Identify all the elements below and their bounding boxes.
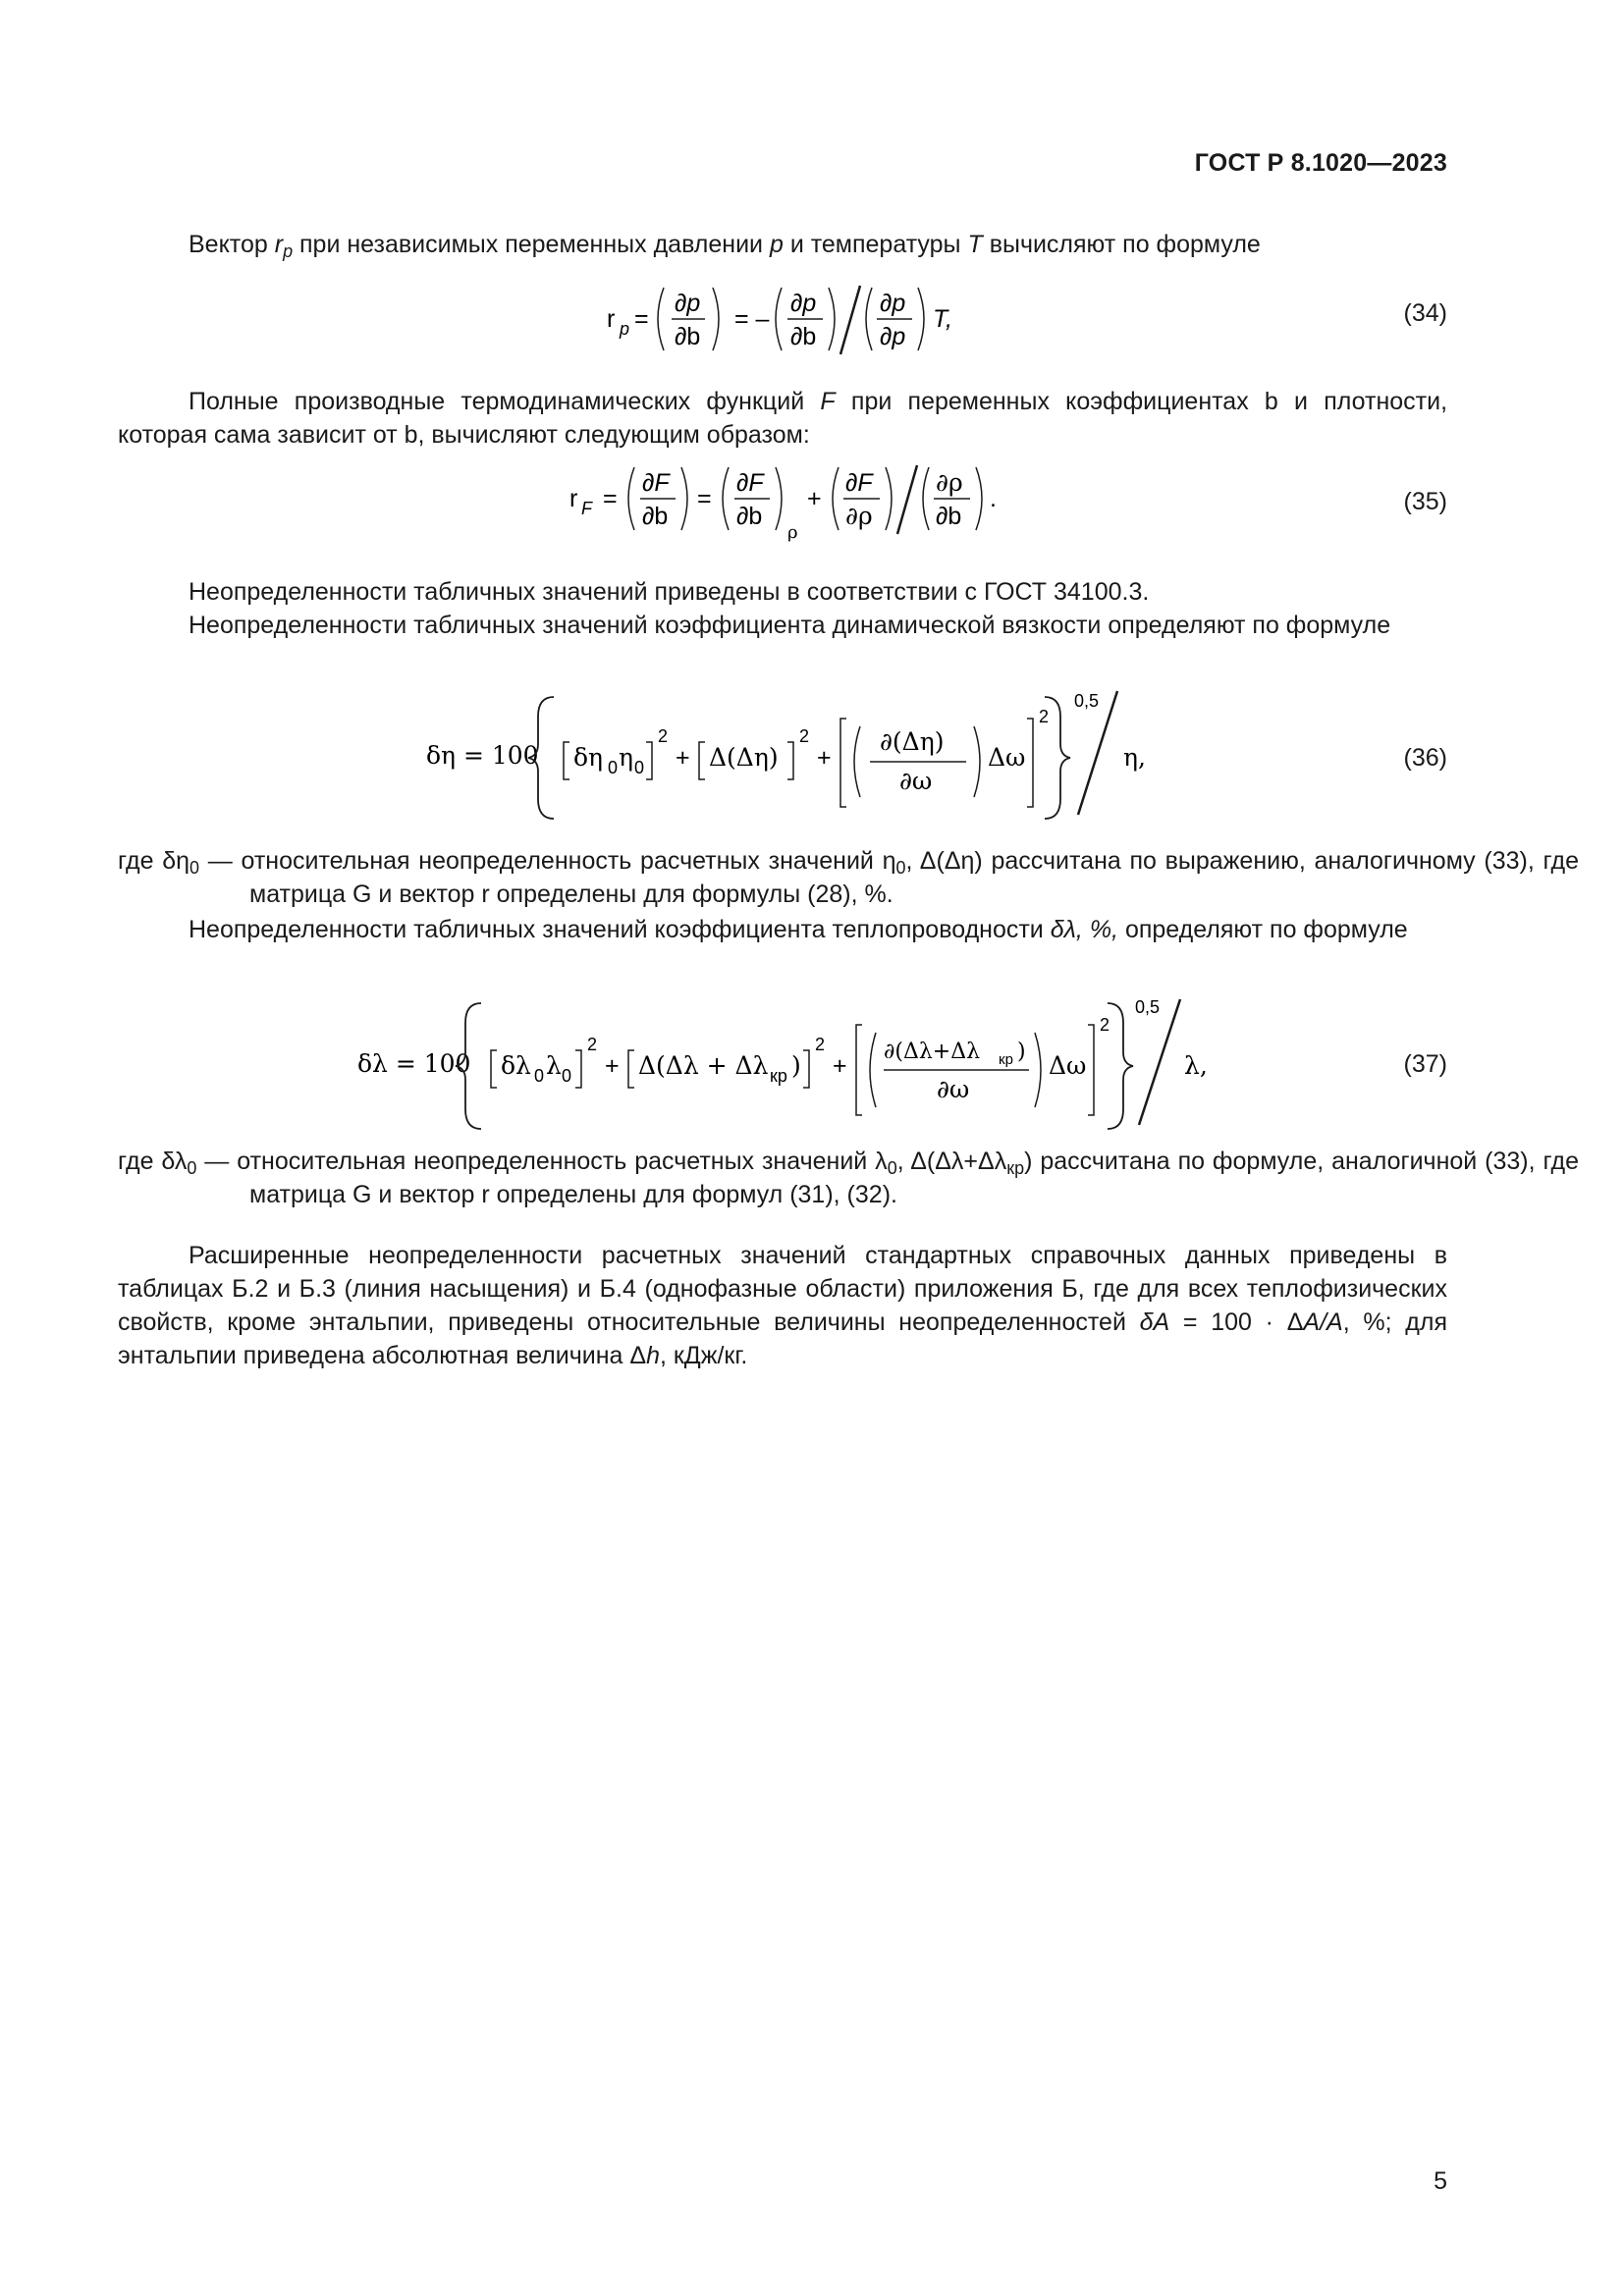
symbol-p-sub: p: [283, 241, 294, 261]
symbol-p: p: [769, 231, 784, 258]
equation-35-number: (35): [1403, 488, 1447, 515]
text-span: при независимых переменных давлении: [293, 231, 770, 258]
equation-37-number: (37): [1403, 1050, 1447, 1078]
svg-text:2: 2: [587, 1035, 598, 1054]
paragraph-expanded-uncertainty: Расширенные неопределенности расчетных значений стандартных справочных данных приведены в таблицах Б.2 и Б.3 (линия насыщения) и Б.4 (однофазные области) приложения Б, где для всех теплофизических свойств, кроме энтальпии, приведены относительные величины неопределенностей δA = 100 · ΔA/A, %; для энтальпии приведена абсолютная величина Δh, кДж/кг.: [118, 1242, 1447, 1369]
svg-text:δλ: δλ: [501, 1051, 531, 1080]
svg-text:+: +: [605, 1052, 620, 1080]
svg-text:2: 2: [815, 1035, 826, 1054]
svg-text:∂(Δλ+Δλ: ∂(Δλ+Δλ: [884, 1040, 981, 1064]
svg-text:0: 0: [534, 1066, 545, 1086]
svg-text:= –: = –: [734, 305, 770, 333]
svg-text:∂(Δη): ∂(Δη): [880, 727, 945, 756]
text-span: Полные производные термодинамических функций: [189, 388, 821, 415]
paragraph-derivatives: [118, 385, 1447, 452]
page-number: 5: [1434, 2167, 1447, 2195]
equation-36-number: (36): [1403, 744, 1447, 772]
svg-text:Δω: Δω: [988, 743, 1026, 772]
svg-text:∂ρ: ∂ρ: [936, 468, 963, 497]
svg-text:∂F: ∂F: [736, 469, 764, 497]
svg-text:∂p: ∂p: [880, 290, 906, 317]
svg-text:0,5: 0,5: [1135, 997, 1161, 1017]
equation-34-svg: [589, 280, 982, 358]
equation-34-number: (34): [1403, 299, 1447, 327]
svg-text:r: r: [569, 485, 578, 512]
svg-text:2: 2: [799, 726, 810, 746]
svg-text:Δω: Δω: [1049, 1051, 1087, 1080]
svg-text:2: 2: [1100, 1015, 1110, 1035]
svg-text:+: +: [833, 1052, 847, 1080]
svg-text:δη = 100: δη = 100: [426, 741, 539, 770]
svg-text:0,5: 0,5: [1074, 691, 1100, 711]
svg-text:∂ω: ∂ω: [937, 1075, 970, 1103]
svg-text:Δ(Δλ + Δλ: Δ(Δλ + Δλ: [638, 1051, 769, 1080]
svg-text:+: +: [817, 744, 832, 772]
text-span: Вектор: [189, 231, 275, 258]
svg-text:0: 0: [634, 758, 645, 777]
paragraph-viscosity: Неопределенности табличных значений коэффициента динамической вязкости определяют по формуле: [189, 612, 1391, 639]
svg-text:η,: η,: [1123, 743, 1146, 772]
equation-36: [422, 687, 1168, 825]
equation-37-svg: [353, 991, 1208, 1139]
svg-text:+: +: [807, 485, 822, 512]
definition-lambda0: где $\delta\lambda_0$ — относительная неопределенность расчетных значений $\lambda_0$, $\Delta(\Delta\lambda+\Delta\lambda_{кр})$ рассчитана по формуле, аналогичной (33), где матрица G и вектор r определены для формул (31), (32).: [118, 1148, 1579, 1208]
symbol-r: r: [274, 231, 284, 258]
svg-text:∂b: ∂b: [736, 503, 763, 530]
svg-text:+: +: [676, 744, 690, 772]
svg-text:∂b: ∂b: [790, 323, 817, 350]
svg-text:0: 0: [608, 758, 619, 777]
svg-text:Δ(Δη): Δ(Δη): [709, 743, 779, 772]
svg-text:δλ = 100: δλ = 100: [357, 1049, 471, 1078]
text-span: и температуры: [783, 231, 968, 258]
svg-text:2: 2: [1039, 707, 1050, 726]
symbol-F: F: [820, 388, 836, 415]
definition-eta0: где $\delta\eta_0$ — относительная неопределенность расчетных значений $\eta_0$, Δ(Δη) рассчитана по выражению, аналогичному (33), где матрица G и вектор r определены для формулы (28), %.: [118, 847, 1579, 908]
svg-text:∂F: ∂F: [642, 469, 670, 497]
svg-text:λ: λ: [546, 1051, 562, 1080]
symbol-T: T: [967, 231, 983, 258]
svg-text:кр: кр: [770, 1066, 787, 1086]
svg-text:F: F: [581, 499, 592, 518]
document-id-header: ГОСТ Р 8.1020—2023: [1194, 149, 1447, 177]
equation-35-svg: [560, 461, 1011, 550]
svg-text:2: 2: [658, 726, 669, 746]
svg-text:η: η: [619, 743, 633, 772]
svg-text:∂p: ∂p: [790, 290, 817, 317]
text-span: вычисляют по формуле: [982, 231, 1261, 258]
paragraph-uncertainty-ref: Неопределенности табличных значений приведены в соответствии с ГОСТ 34100.3.: [189, 578, 1150, 606]
svg-text:∂F: ∂F: [845, 469, 873, 497]
svg-text:∂b: ∂b: [936, 503, 962, 530]
svg-text:∂ρ: ∂ρ: [845, 502, 873, 530]
svg-text:∂p: ∂p: [675, 290, 701, 317]
paragraph-vector-rp: [118, 228, 1447, 261]
svg-text:ρ: ρ: [787, 522, 798, 543]
eq34-lhs: r: [607, 305, 616, 333]
where-lead: где δη: [118, 847, 190, 875]
svg-text:T,: T,: [933, 305, 952, 333]
svg-text:): ): [791, 1051, 801, 1080]
equation-37: [353, 991, 1208, 1139]
svg-text:): ): [1017, 1040, 1026, 1064]
svg-text:λ,: λ,: [1184, 1051, 1208, 1080]
paragraph-thermal-conductivity: Неопределенности табличных значений коэффициента теплопроводности δλ, %, определяют по формуле: [189, 916, 1408, 943]
svg-text:=: =: [634, 305, 649, 333]
svg-text:δη: δη: [573, 743, 604, 772]
equation-35: [560, 461, 1011, 550]
svg-text:∂b: ∂b: [642, 503, 669, 530]
equation-34: [589, 280, 982, 358]
svg-text:.: .: [990, 485, 997, 512]
svg-text:∂p: ∂p: [880, 323, 906, 350]
svg-text:0: 0: [562, 1066, 572, 1086]
svg-text:∂ω: ∂ω: [899, 767, 933, 795]
svg-text:=: =: [697, 485, 712, 512]
svg-text:=: =: [603, 485, 618, 512]
eq34-lhs-sub: p: [620, 319, 630, 339]
text-span: при переменных коэффициентах b и плотности, которая сама зависит от b, вычисляют следующим образом:: [118, 388, 1448, 449]
svg-text:∂b: ∂b: [675, 323, 701, 350]
equation-36-svg: [422, 687, 1168, 825]
svg-text:кр: кр: [999, 1051, 1013, 1068]
